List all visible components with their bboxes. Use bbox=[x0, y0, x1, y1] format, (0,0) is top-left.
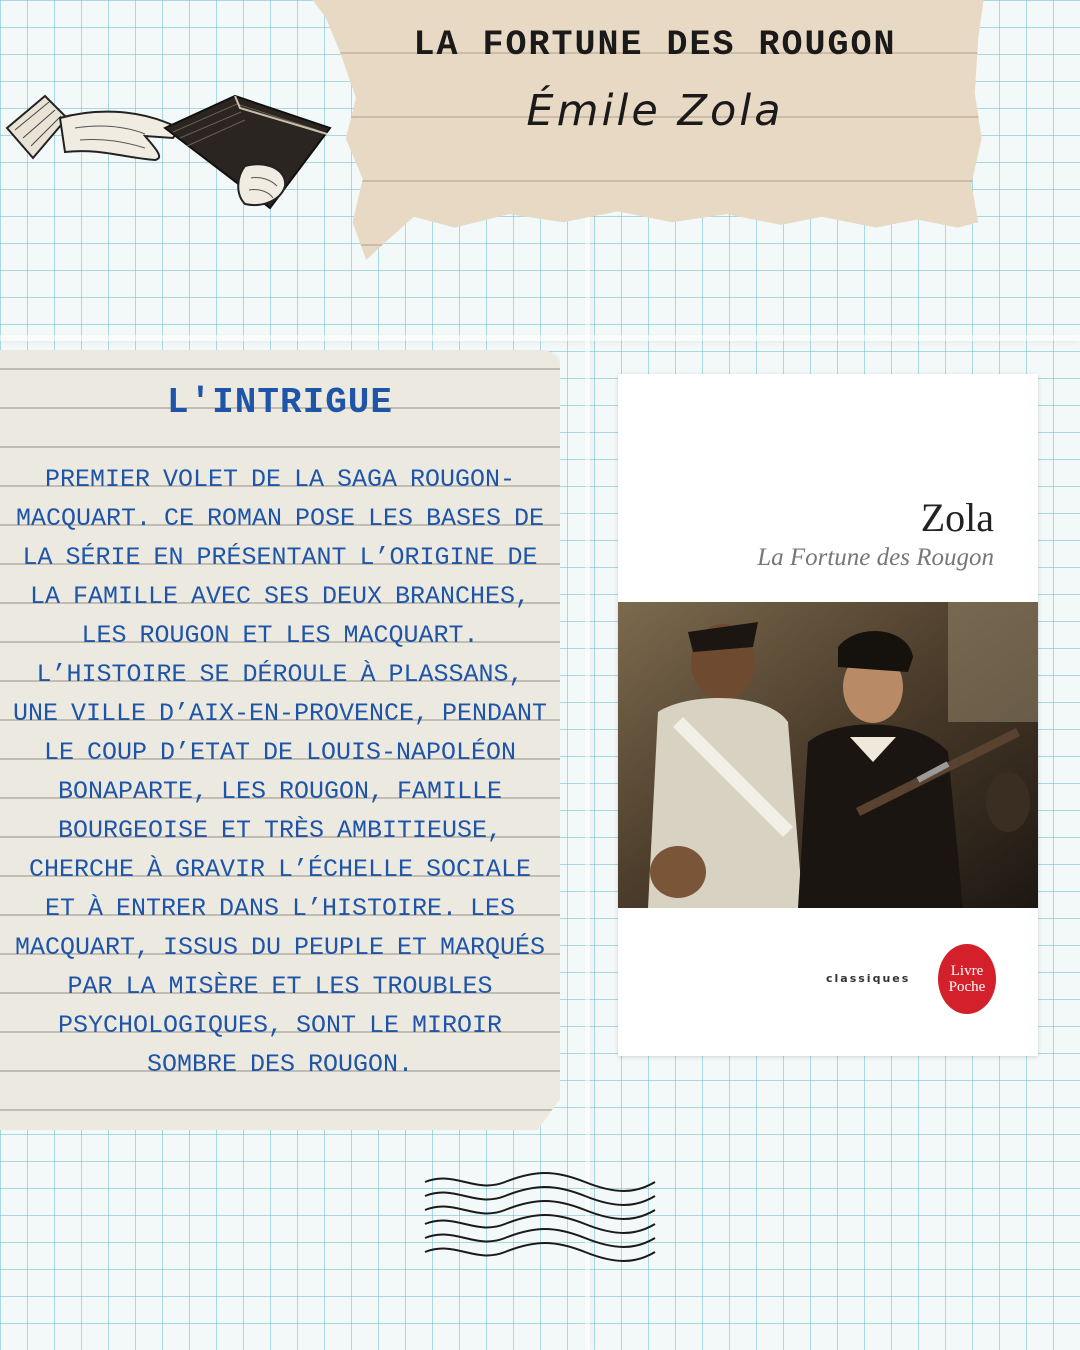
cover-collection: classiques bbox=[826, 972, 911, 985]
hand-holding-book-icon bbox=[5, 88, 335, 218]
cover-painting-image bbox=[618, 602, 1038, 908]
book-cover bbox=[618, 374, 1038, 1056]
intrigue-heading: L'INTRIGUE bbox=[166, 382, 394, 423]
logo-line2: Poche bbox=[948, 979, 986, 995]
cover-author: Zola bbox=[920, 495, 994, 540]
paper-crease-horizontal bbox=[0, 335, 1080, 341]
intrigue-text: PREMIER VOLET DE LA SAGA ROUGON-MACQUART. CE ROMAN POSE LES BASES DE LA SÉRIE EN PRÉSENTANT L’ORIGINE DE LA FAMILLE AVEC SES DEUX BRANCHES, LES ROUGON ET LES MACQUART. L’HISTOIRE SE DÉROULE À PLASSANS, UNE VILLE D’AIX-EN-PROVENCE, PENDANT LE COUP D’ETAT DE LOUIS-NAPOLÉON BONAPARTE, LES ROUGON, FAMILLE BOURGEOISE ET TRÈS AMBITIEUSE, CHERCHE À GRAVIR L’ÉCHELLE SOCIALE ET À ENTRER DANS L’HISTOIRE. LES MACQUART, ISSUS DU PEUPLE ET MARQUÉS PAR LA MISÈRE ET LES TROUBLES PSYCHOLOGIQUES, SONT LE MIROIR SOMBRE DES ROUGON. bbox=[12, 465, 548, 1079]
cover-title: La Fortune des Rougon bbox=[757, 544, 994, 571]
book-title: LA FORTUNE DES ROUGON bbox=[413, 25, 897, 65]
livre-de-poche-logo bbox=[938, 944, 996, 1014]
wavy-postmark-icon bbox=[420, 1172, 660, 1268]
author-name: Émile Zola bbox=[526, 86, 784, 136]
logo-line1: Livre bbox=[950, 963, 984, 979]
